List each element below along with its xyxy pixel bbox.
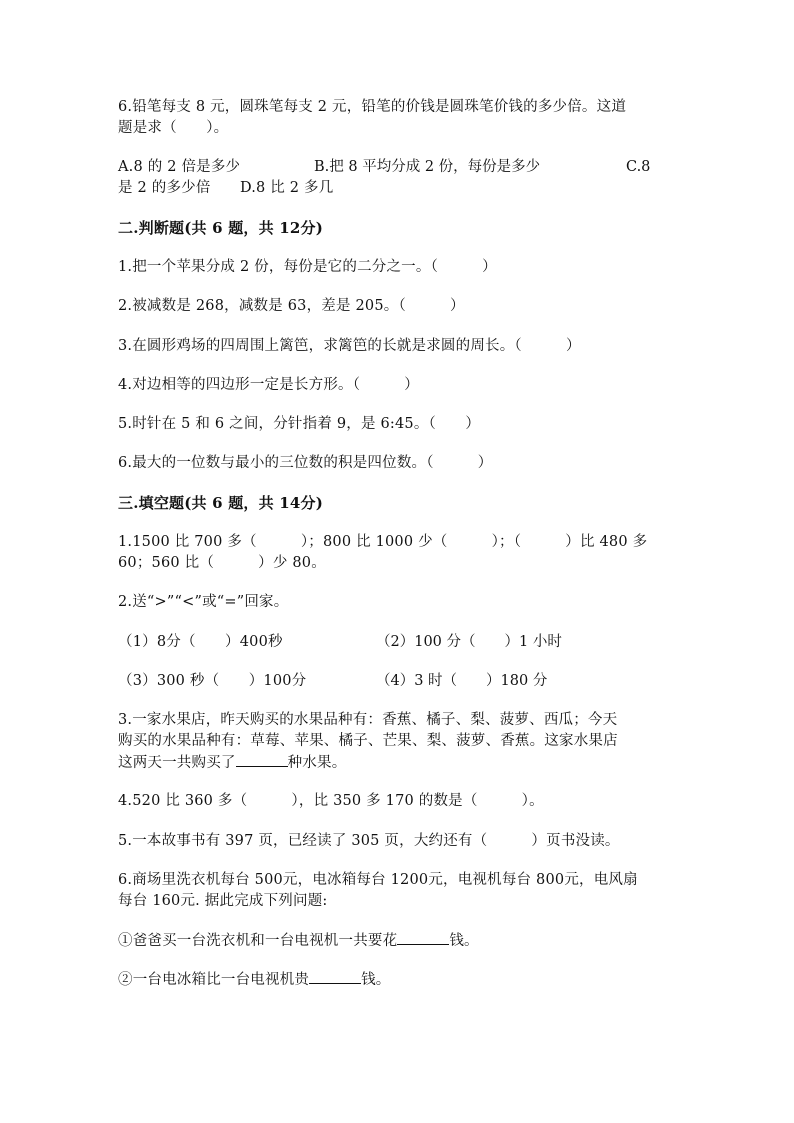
judgement-item-6: 6.最大的一位数与最小的三位数的积是四位数。（ ） bbox=[118, 455, 493, 471]
p1-q6-option-b: B.把 8 平均分成 2 份，每份是多少 bbox=[314, 159, 541, 175]
fill-q6-sub2-text-post: 钱。 bbox=[361, 972, 391, 988]
p1-q6-option-a: A.8 的 2 倍是多少 bbox=[118, 159, 241, 175]
judgement-item-1: 1.把一个苹果分成 2 份，每份是它的二分之一。（ ） bbox=[118, 259, 497, 275]
p1-q6-options-line2: 是 2 的多少倍 D.8 比 2 多几 bbox=[118, 180, 334, 196]
fill-q6-line1: 6.商场里洗衣机每台 500元，电冰箱每台 1200元，电视机每台 800元，电风扇 bbox=[118, 872, 638, 888]
fill-q6-line2: 每台 160元. 据此完成下列问题: bbox=[118, 893, 328, 909]
p1-q6-line2: 题是求（ ）。 bbox=[118, 120, 229, 136]
answer-blank[interactable] bbox=[236, 752, 288, 767]
fill-q2-line: 2.送“>”“<”或“=”回家。 bbox=[118, 594, 289, 610]
answer-blank[interactable] bbox=[397, 930, 449, 945]
fill-q1-line2: 60；560 比（ ）少 80。 bbox=[118, 555, 326, 571]
judgement-item-3: 3.在圆形鸡场的四周围上篱笆，求篱笆的长就是求圆的周长。（ ） bbox=[118, 338, 581, 354]
judgement-item-2: 2.被减数是 268，减数是 63，差是 205。（ ） bbox=[118, 298, 465, 314]
fill-q2-item-1: （1）8分（ ）400秒 bbox=[118, 634, 283, 650]
fill-q2-item-4: （4）3 时（ ）180 分 bbox=[376, 673, 548, 689]
fill-q3-line3 bbox=[118, 752, 346, 773]
fill-q6-sub1-text-post: 钱。 bbox=[449, 933, 479, 949]
judgement-item-5: 5.时针在 5 和 6 之间，分针指着 9，是 6:45。（ ） bbox=[118, 416, 481, 432]
fill-q3-text-post: 种水果。 bbox=[287, 755, 347, 771]
p1-q6-option-c: C.8 bbox=[626, 159, 651, 175]
section-heading-fill-blank: 三.填空题(共 6 题，共 14分) bbox=[118, 494, 323, 512]
answer-blank[interactable] bbox=[309, 969, 361, 984]
p1-q6-line1: 6.铅笔每支 8 元，圆珠笔每支 2 元，铅笔的价钱是圆珠笔价钱的多少倍。这道 bbox=[118, 99, 627, 115]
fill-q3-line1: 3.一家水果店，昨天购买的水果品种有：香蕉、橘子、梨、菠萝、西瓜；今天 bbox=[118, 712, 618, 728]
fill-q3-line2: 购买的水果品种有：草莓、苹果、橘子、芒果、梨、菠萝、香蕉。这家水果店 bbox=[118, 733, 618, 749]
fill-q6-sub2-text-pre: ②一台电冰箱比一台电视机贵 bbox=[118, 972, 310, 988]
fill-q3-text-pre: 这两天一共购买了 bbox=[118, 755, 236, 771]
section-heading-judgement: 二.判断题(共 6 题，共 12分) bbox=[118, 219, 323, 237]
fill-q2-item-3: （3）300 秒（ ）100分 bbox=[118, 673, 307, 689]
fill-q6-sub2 bbox=[118, 969, 391, 990]
fill-q4-line: 4.520 比 360 多（ ），比 350 多 170 的数是（ ）。 bbox=[118, 793, 544, 809]
fill-q2-item-2: （2）100 分（ ）1 小时 bbox=[376, 634, 562, 650]
fill-q6-sub1-text-pre: ①爸爸买一台洗衣机和一台电视机一共要花 bbox=[118, 933, 398, 949]
fill-q5-line: 5.一本故事书有 397 页，已经读了 305 页，大约还有（ ）页书没读。 bbox=[118, 833, 620, 849]
judgement-item-4: 4.对边相等的四边形一定是长方形。（ ） bbox=[118, 377, 419, 393]
fill-q6-sub1 bbox=[118, 930, 479, 951]
fill-q1-line1: 1.1500 比 700 多（ ）；800 比 1000 少（ ）；（ ）比 480 多 bbox=[118, 534, 648, 550]
